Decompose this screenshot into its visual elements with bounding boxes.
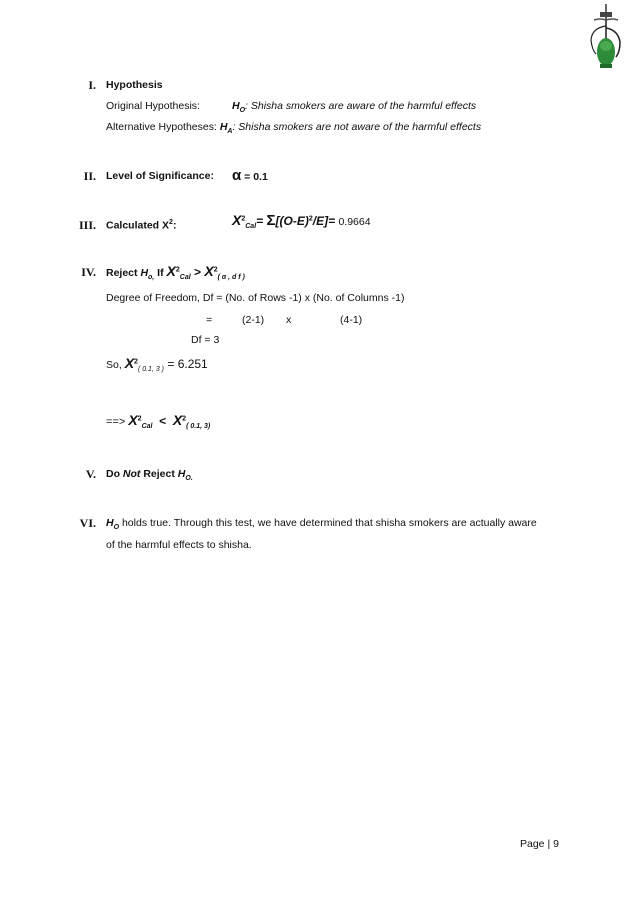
conclusion-line-2: of the harmful effects to shisha.	[106, 539, 252, 551]
section-number: V.	[85, 467, 96, 481]
conclusion-line-1: $H_O$ holds true. Through this test, we have determined that shisha smokers are actually aware	[106, 517, 537, 532]
section-number: IV.	[81, 265, 96, 279]
columns-term: (4-1)	[340, 314, 363, 326]
alternative-hypothesis: Alternative Hypotheses: $H_A$: Shisha smokers are not aware of the harmful effects	[106, 121, 482, 136]
degree-of-freedom-formula: Degree of Freedom, Df = (No. of Rows -1) x (No. of Columns -1)	[106, 292, 405, 304]
section-title: Reject $H_{o,}$ If $X^2_{Cal} > X^2_{( \alpha , d f )}$	[106, 263, 245, 282]
rows-term: (2-1)	[242, 314, 265, 326]
section-number: II.	[83, 169, 96, 183]
section-number: VI.	[79, 516, 96, 530]
section-number: I.	[88, 78, 96, 92]
section-title: Level of Significance:	[106, 170, 214, 182]
section-title: Calculated $X^2$:	[106, 219, 177, 232]
page-number: Page | 9	[520, 838, 559, 850]
significance-level: α = 0.1	[232, 167, 268, 184]
comparison: ==> $X^2_{Cal} < X^2_{( 0.1, 3)}$	[106, 412, 211, 431]
degree-of-freedom-value: Df = 3	[191, 334, 220, 346]
equals-sign: =	[206, 314, 213, 326]
original-hypothesis: $H_O$: Shisha smokers are aware of the harmful effects	[232, 100, 477, 115]
original-hypothesis-label: Original Hypothesis:	[106, 100, 200, 112]
decision: Do Not Reject $H_{O.}$	[106, 468, 193, 483]
critical-value: So, $X^2_{( 0.1, 3 )} = 6.251$	[106, 355, 208, 374]
hookah-logo-icon	[586, 2, 626, 72]
section-title: Hypothesis	[106, 79, 163, 91]
times-sign: x	[286, 314, 292, 326]
chi-square-formula: $X^2_{Cal}= \Sigma[(O-E)^2/E]= 0.9664$	[232, 212, 371, 231]
section-number: III.	[78, 218, 96, 232]
